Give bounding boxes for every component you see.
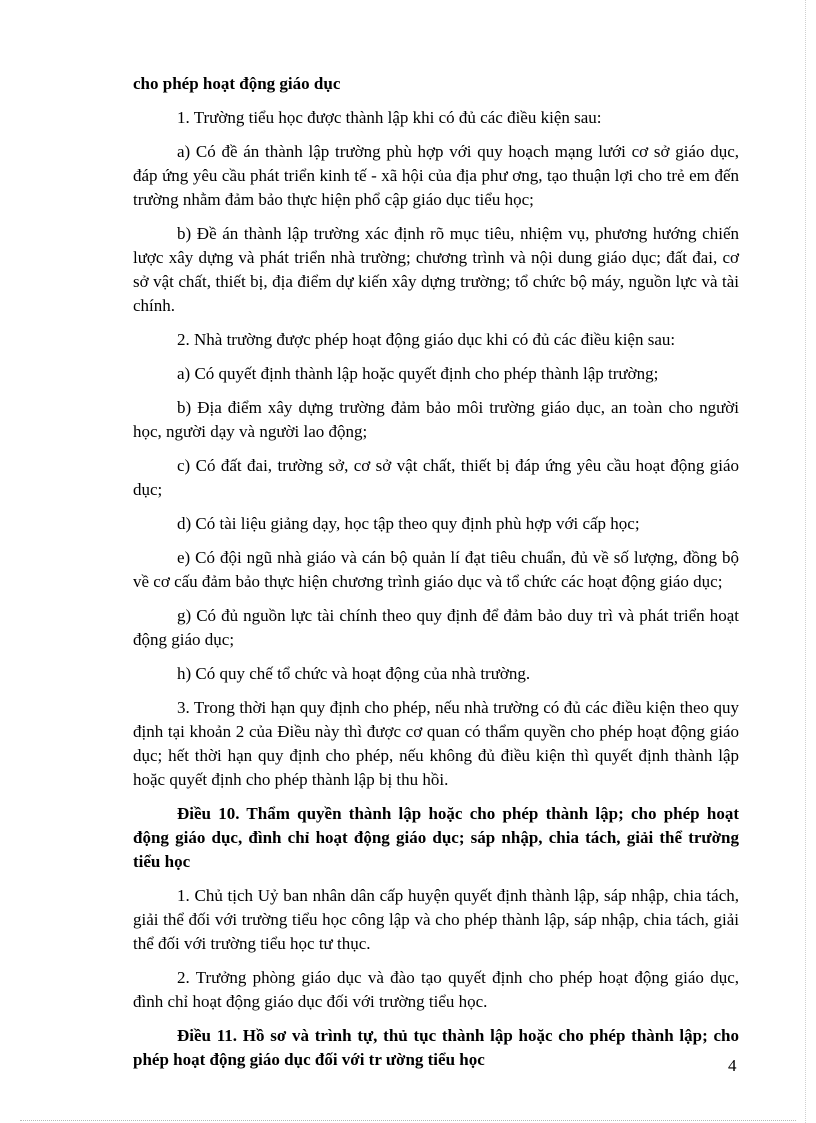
paragraph-clause-1b: b) Đề án thành lập trường xác định rõ mục tiêu, nhiệm vụ, phương hướng chiến lược xây dựng và phát triển nhà trường; chương trình và nội dung giáo dục; đất đai, cơ sở vật chất, thiết bị, địa điểm dự kiến xây dựng trường; tổ chức bộ máy, nguồn lực và tài chính. bbox=[133, 224, 739, 315]
paragraph-clause-2h: h) Có quy chế tổ chức và hoạt động của nhà trường. bbox=[177, 664, 531, 683]
paragraph-heading-continuation: cho phép hoạt động giáo dục bbox=[133, 74, 341, 93]
page-bottom-divider bbox=[20, 1120, 796, 1121]
paragraph-clause-2g: g) Có đủ nguồn lực tài chính theo quy định để đảm bảo duy trì và phát triển hoạt động giáo dục; bbox=[133, 606, 739, 649]
paragraph-article-10-clause-1: 1. Chủ tịch Uỷ ban nhân dân cấp huyện quyết định thành lập, sáp nhập, chia tách, giải thể đối với trường tiểu học công lập và cho phép thành lập, sáp nhập, chia tách, giải thể đối với trường tiểu học tư thục. bbox=[133, 886, 739, 953]
paragraph-clause-1: 1. Trường tiểu học được thành lập khi có đủ các điều kiện sau: bbox=[177, 108, 602, 127]
article-10-heading: Điều 10. Thẩm quyền thành lập hoặc cho phép thành lập; cho phép hoạt động giáo dục, đình chỉ hoạt động giáo dục; sáp nhập, chia tách, giải thể trường tiểu học bbox=[133, 804, 739, 871]
page-right-edge bbox=[805, 0, 806, 1123]
paragraph-clause-2: 2. Nhà trường được phép hoạt động giáo dục khi có đủ các điều kiện sau: bbox=[177, 330, 676, 349]
paragraph-clause-3: 3. Trong thời hạn quy định cho phép, nếu nhà trường có đủ các điều kiện theo quy định tại khoản 2 của Điều này thì được cơ quan có thẩm quyền cho phép hoạt động giáo dục; hết thời hạn quy định cho phép, nếu không đủ điều kiện thì quyết định thành lập hoặc quyết định cho phép thành lập bị thu hồi. bbox=[133, 698, 739, 789]
paragraph-clause-2b: b) Địa điểm xây dựng trường đảm bảo môi trường giáo dục, an toàn cho người học, người dạy và người lao động; bbox=[133, 398, 739, 441]
paragraph-article-10-clause-2: 2. Trưởng phòng giáo dục và đào tạo quyết định cho phép hoạt động giáo dục, đình chỉ hoạt động giáo dục đối với trường tiểu học. bbox=[133, 968, 739, 1011]
paragraph-clause-2e: e) Có đội ngũ nhà giáo và cán bộ quản lí đạt tiêu chuẩn, đủ về số lượng, đồng bộ về cơ cấu đảm bảo thực hiện chương trình giáo dục và tổ chức các hoạt động giáo dục; bbox=[133, 548, 739, 591]
paragraph-clause-1a: a) Có đề án thành lập trường phù hợp với quy hoạch mạng lưới cơ sở giáo dục, đáp ứng yêu cầu phát triển kinh tế - xã hội của địa phư ơng, tạo thuận lợi cho trẻ em đến trường nhằm đảm bảo thực hiện phổ cập giáo dục tiểu học; bbox=[133, 142, 739, 209]
paragraph-clause-2a: a) Có quyết định thành lập hoặc quyết định cho phép thành lập trường; bbox=[177, 364, 659, 383]
page-number: 4 bbox=[728, 1056, 737, 1075]
document-body bbox=[133, 72, 739, 1082]
article-11-heading: Điều 11. Hồ sơ và trình tự, thủ tục thành lập hoặc cho phép thành lập; cho phép hoạt động giáo dục đối với tr ường tiểu học bbox=[133, 1026, 739, 1069]
paragraph-clause-2c: c) Có đất đai, trường sở, cơ sở vật chất, thiết bị đáp ứng yêu cầu hoạt động giáo dục; bbox=[133, 456, 739, 499]
paragraph-clause-2d: d) Có tài liệu giảng dạy, học tập theo quy định phù hợp với cấp học; bbox=[177, 514, 640, 533]
